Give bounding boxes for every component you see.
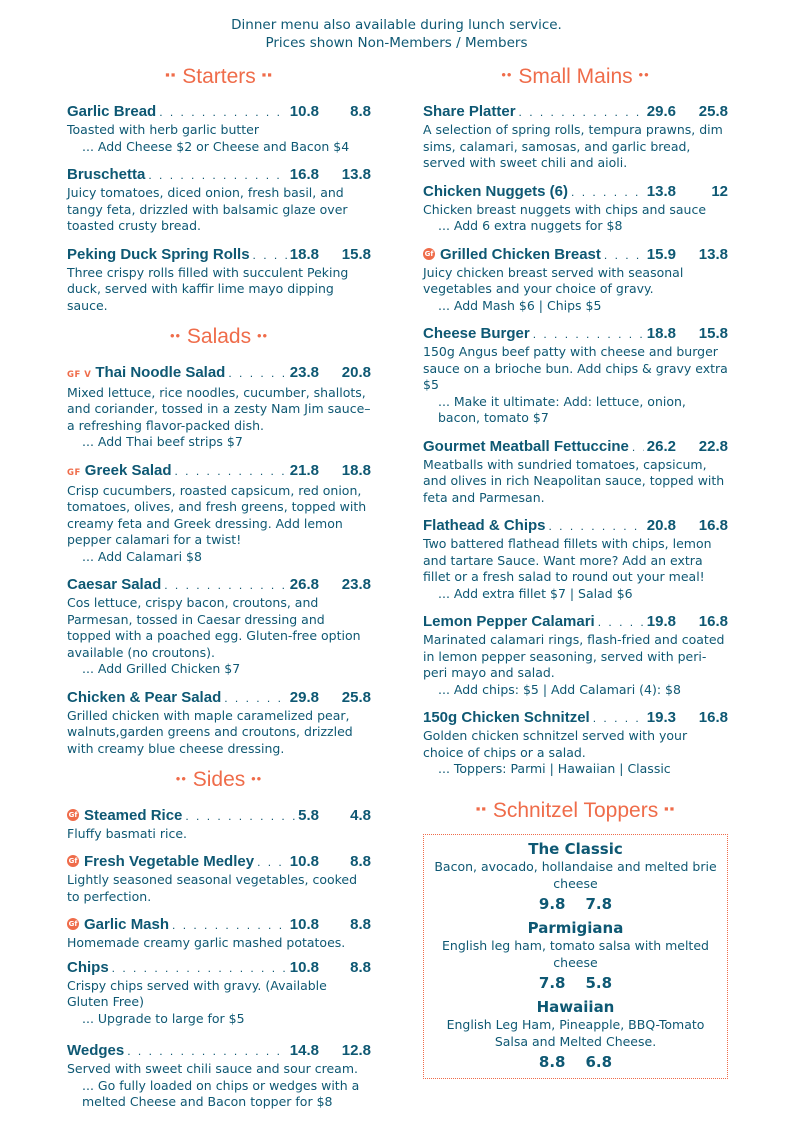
price-non-member: 29.8 [289,688,319,706]
item-extra: ... Add Calamari $8 [82,548,202,564]
price-non-member: 10.8 [289,958,319,976]
dietary-tag: GF V [67,369,92,380]
item-description: Toasted with herb garlic butter [67,122,259,138]
price-non-member: 18.8 [646,325,676,343]
leader-dots [549,516,644,536]
item-extra: ... Add chips: $5 | Add Calamari (4): $8 [438,681,681,697]
price-non-member: 8.8 [538,1053,566,1072]
item-name: Bruschetta [67,166,146,184]
price-member: 20.8 [341,363,371,381]
item-description: Juicy chicken breast served with seasonal vegetables and your choice of gravy. [423,264,684,297]
price-member: 16.8 [698,709,728,727]
item-name: Cheese Burger [423,325,530,343]
item-description: Meatballs with sundried tomatoes, capsicum, and olives in rich Neapolitan sauce, topped with feta and Parmesan. [423,456,725,505]
item-description: Three crispy rolls filled with succulent Peking duck, served with kaffir lime mayo dipping sauce. [67,264,349,313]
menu-item [423,245,728,315]
leader-dots [172,915,287,935]
price-member: 7.8 [585,895,613,914]
price-member: 23.8 [341,576,371,594]
schnitzel-toppers-box [423,834,728,1079]
price-member: 8.8 [350,958,371,976]
leader-dots [148,165,286,185]
decor-dots-icon: ▪▪ [165,67,177,83]
menu-item [423,102,728,172]
price-member: 8.8 [350,103,371,121]
item-description: Chicken breast nuggets with chips and sauce [423,201,707,217]
item-description: Lightly seasoned seasonal vegetables, cooked to perfection. [67,872,358,904]
item-description: Crispy chips served with gravy. (Available Gluten Free) [67,977,327,1010]
price-member: 18.8 [341,461,371,479]
decor-dots-icon: ▪▪ [261,67,273,83]
leader-dots [127,1041,287,1061]
item-extra: ... Go fully loaded on chips or wedges with a melted Cheese and Bacon topper for $8 [82,1077,360,1110]
leader-dots [175,461,287,481]
price-member: 6.8 [585,1053,613,1072]
topper-prices [428,973,723,993]
leader-dots [593,708,644,728]
item-description: Homemade creamy garlic mashed potatoes. [67,935,346,951]
header-line-2: Prices shown Non-Members / Members [265,35,528,51]
menu-item [67,958,371,1028]
item-name: Chicken Nuggets (6) [423,182,569,200]
leader-dots [164,575,287,595]
price-non-member: 10.8 [289,916,319,934]
price-non-member: 10.8 [289,103,319,121]
price-non-member: 14.8 [289,1042,319,1060]
section-title-salads: •• Salads •• [169,325,269,349]
item-name: Peking Duck Spring Rolls [67,245,250,263]
header-line-1: Dinner menu also available during lunch service. [231,17,562,33]
item-extra: ... Add extra fillet $7 | Salad $6 [438,585,633,601]
price-non-member: 19.8 [646,613,676,631]
price-non-member: 15.9 [646,245,676,263]
topper-description: English Leg Ham, Pineapple, BBQ-Tomato Salsa and Melted Cheese. [446,1017,705,1049]
topper-name: The Classic [528,840,623,859]
item-extra: ... Upgrade to large for $5 [82,1010,245,1026]
leader-dots [228,363,286,383]
menu-item [423,612,728,698]
section-title-sides: •• Sides •• [175,768,263,792]
section-title-schnitzel-toppers: ▪▪ Schnitzel Toppers ▪▪ [475,798,676,822]
price-non-member: 26.2 [646,437,676,455]
price-non-member: 26.8 [289,576,319,594]
leader-dots [604,245,644,265]
decor-dots-icon: •• [251,770,263,786]
item-name: Chips [67,958,109,976]
item-name: 150g Chicken Schnitzel [423,709,590,727]
topper-item [428,918,723,993]
leader-dots [598,612,644,632]
price-member: 8.8 [350,853,371,871]
menu-header [0,16,793,52]
item-name: Caesar Salad [67,576,162,594]
price-member: 13.8 [341,166,371,184]
menu-item [67,363,371,451]
price-non-member: 7.8 [538,974,566,993]
item-description: Golden chicken schnitzel served with your choice of chips or a salad. [423,728,688,760]
leader-dots [159,102,287,122]
item-extra: ... Toppers: Parmi | Hawaiian | Classic [438,761,671,777]
item-name: Gourmet Meatball Fettuccine [423,437,629,455]
item-name: Fresh Vegetable Medley [84,853,255,871]
price-non-member: 5.8 [298,806,319,824]
left-column [67,64,371,1121]
item-extra: ... Add Cheese $2 or Cheese and Bacon $4 [82,138,350,154]
item-description: 150g Angus beef patty with cheese and burger sauce on a brioche bun. Add chips & gravy extra $5 [423,344,728,393]
decor-dots-icon: •• [256,327,269,343]
item-description: Served with sweet chili sauce and sour cream. [67,1061,358,1077]
item-name: Lemon Pepper Calamari [423,613,595,631]
item-extra: ... Add 6 extra nuggets for $8 [438,218,623,234]
menu-item [67,852,371,905]
leader-dots [519,102,644,122]
gluten-free-icon: Gf [424,249,434,258]
item-description: Two battered flathead fillets with chips, lemon and tartare Sauce. Want more? Add an extra fillet or a fresh salad to round out your meal! [423,536,712,585]
item-name: Greek Salad [84,461,172,479]
price-non-member: 29.6 [646,103,676,121]
price-non-member: 13.8 [646,182,676,200]
decor-dots-icon: •• [175,770,187,786]
item-extra: ... Make it ultimate: Add: lettuce, onion, bacon, tomato $7 [438,393,686,426]
menu-item [67,688,371,758]
leader-dots [571,182,644,202]
item-description: Cos lettuce, crispy bacon, croutons, and Parmesan, tossed in Caesar dressing and topped with a poached egg. Gluten-free option available (no croutons). [67,595,361,660]
topper-name: Parmigiana [527,919,624,938]
price-member: 8.8 [350,916,371,934]
item-description: Fluffy basmati rice. [67,825,188,841]
item-description: Mixed lettuce, rice noodles, cucumber, shallots, and coriander, tossed in a zesty Nam Jim sauce–a refreshing flavor-packed dish. [67,384,371,433]
item-description: Grilled chicken with maple caramelized pear, walnuts,garden greens and croutons, drizzled with creamy blue cheese dressing. [67,707,353,756]
leader-dots [185,806,295,826]
gluten-free-icon: Gf [68,857,78,866]
item-name: Steamed Rice [84,806,183,824]
leader-dots [224,688,287,708]
leader-dots [632,437,644,457]
item-extra: ... Add Thai beef strips $7 [82,434,243,450]
decor-dots-icon: •• [501,67,513,83]
menu-item [67,102,371,155]
item-name: Garlic Bread [67,103,157,121]
price-member: 5.8 [585,974,613,993]
price-non-member: 23.8 [289,363,319,381]
item-description: A selection of spring rolls, tempura prawns, dim sims, calamari, samosas, and garlic bread, served with sweet chili and aioli. [423,122,723,171]
leader-dots [112,958,287,978]
price-non-member: 18.8 [289,245,319,263]
leader-dots [253,245,287,265]
dietary-tag: GF [67,467,81,478]
price-non-member: 10.8 [289,853,319,871]
section-title-small-mains: •• Small Mains •• [501,65,650,88]
menu-item [67,915,371,952]
price-member: 25.8 [698,103,728,121]
price-non-member: 19.3 [646,709,676,727]
price-member: 16.8 [698,517,728,535]
price-member: 22.8 [698,437,728,455]
price-member: 15.8 [698,325,728,343]
price-non-member: 21.8 [289,461,319,479]
menu-item [67,245,371,315]
price-non-member: 16.8 [289,166,319,184]
leader-dots [257,852,287,872]
menu-item [423,182,728,235]
price-non-member: 20.8 [646,517,676,535]
decor-dots-icon: •• [169,327,182,343]
topper-item [428,997,723,1072]
item-extra: ... Add Grilled Chicken $7 [82,661,241,677]
topper-name: Hawaiian [536,998,615,1017]
menu-item [67,165,371,235]
price-member: 4.8 [350,806,371,824]
price-member: 16.8 [698,613,728,631]
price-member: 25.8 [341,688,371,706]
menu-item [423,437,728,507]
gluten-free-icon: Gf [68,810,78,819]
price-member: 12.8 [341,1042,371,1060]
item-description: Crisp cucumbers, roasted capsicum, red onion, tomatoes, olives, and fresh greens, topped with creamy feta and Greek dressing. Add lemon pepper calamari for a twist! [67,482,367,548]
leader-dots [533,324,644,344]
menu-item [67,1041,371,1111]
item-name: Flathead & Chips [423,517,546,535]
menu-item [67,461,371,566]
right-column [423,64,728,1079]
price-member: 15.8 [341,245,371,263]
gluten-free-icon: Gf [68,920,78,929]
topper-item [428,839,723,914]
item-description: Marinated calamari rings, flash-fried and coated in lemon pepper seasoning, served with peri-peri mayo and salad. [423,632,725,681]
menu-item [67,575,371,678]
menu-item [423,516,728,602]
item-name: Thai Noodle Salad [95,363,226,381]
item-name: Garlic Mash [84,916,170,934]
menu-item [423,324,728,427]
section-title-starters: ▪▪ Starters ▪▪ [165,65,273,88]
item-name: Share Platter [423,103,516,121]
item-extra: ... Add Mash $6 | Chips $5 [438,297,602,313]
topper-prices [428,1052,723,1072]
item-name: Chicken & Pear Salad [67,688,222,706]
topper-description: Bacon, avocado, hollandaise and melted brie cheese [434,859,717,891]
item-description: Juicy tomatoes, diced onion, fresh basil, and tangy feta, drizzled with balsamic glaze over toasted crusty bread. [67,185,348,234]
price-non-member: 9.8 [538,895,566,914]
topper-prices [428,894,723,914]
menu-item [423,708,728,778]
decor-dots-icon: ▪▪ [475,801,487,817]
price-member: 12 [711,182,728,200]
topper-description: English leg ham, tomato salsa with melted cheese [442,938,709,970]
price-member: 13.8 [698,245,728,263]
menu-item [67,806,371,843]
item-name: Grilled Chicken Breast [440,245,601,263]
item-name: Wedges [67,1042,125,1060]
decor-dots-icon: •• [638,67,650,83]
decor-dots-icon: ▪▪ [664,801,676,817]
